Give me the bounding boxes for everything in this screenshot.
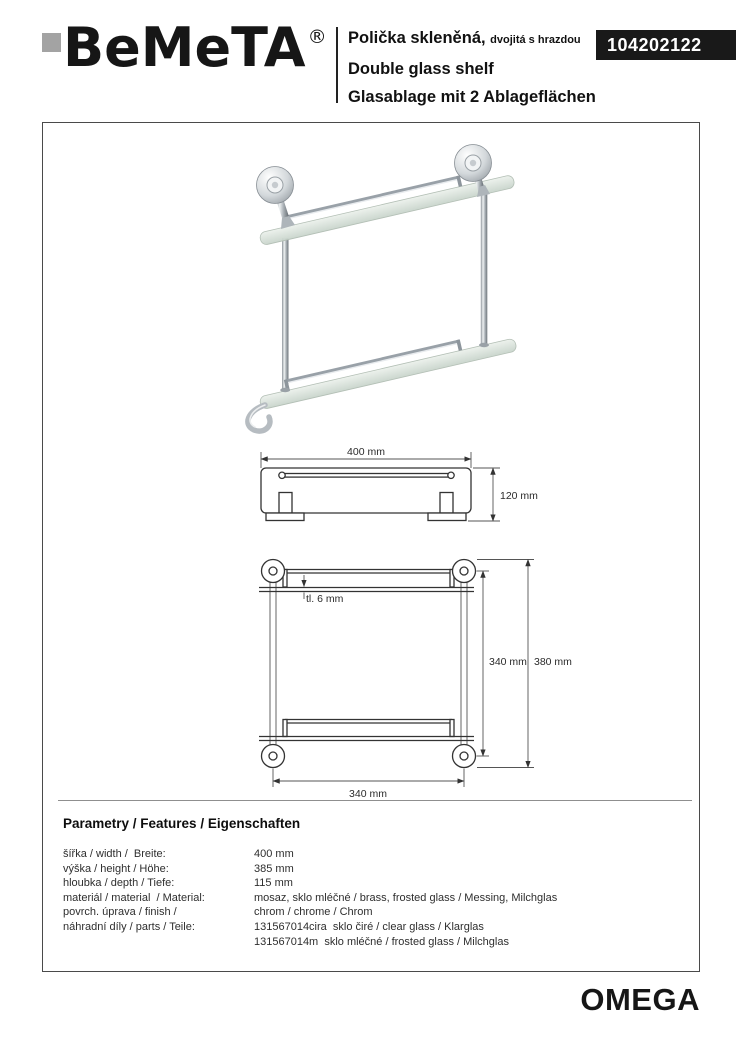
param-label: povrch. úprava / finish / — [63, 906, 177, 919]
param-row — [63, 891, 557, 906]
param-label: hloubka / depth / Tiefe: — [63, 877, 175, 890]
dim-inner-height-340-label: 340 mm — [489, 656, 527, 668]
right-wall-mount-center — [470, 160, 476, 166]
left-post — [282, 238, 289, 391]
content-box — [42, 122, 700, 972]
param-label: náhradní díly / parts / Teile: — [63, 920, 195, 933]
registered-mark-icon: ® — [307, 26, 327, 48]
param-value: chrom / chrome / Chrom — [254, 906, 373, 919]
logo-text: BeMeTA — [63, 16, 306, 79]
dim-depth-120-label: 120 mm — [500, 490, 538, 502]
left-wall-mount-center — [272, 182, 278, 188]
param-label: materiál / material / Material: — [63, 891, 205, 904]
dim-thickness-label: tl. 6 mm — [306, 593, 344, 605]
param-label: výška / height / Höhe: — [63, 862, 169, 875]
hook-curl — [248, 405, 270, 431]
param-value: 131567014m sklo mléčné / frosted glass / Milchglas — [254, 935, 509, 948]
dim-width-340-label: 340 mm — [349, 788, 387, 800]
params-divider — [58, 800, 692, 801]
product-photo — [231, 139, 531, 434]
right-post-foot — [479, 343, 489, 347]
product-code-badge: 104202122 — [596, 30, 736, 60]
right-post — [481, 193, 488, 348]
lower-glass-shelf — [257, 327, 518, 409]
param-row — [63, 935, 557, 950]
param-label: šířka / width / Breite: — [63, 848, 166, 860]
logo-square — [42, 33, 61, 52]
product-title-cs-main: Polička skleněná, — [348, 29, 486, 47]
param-value: mosaz, sklo mléčné / brass, frosted glass / Messing, Milchglas — [254, 891, 558, 904]
product-title-cs-suffix: dvojitá s hrazdou — [490, 34, 581, 46]
product-title-cs — [348, 24, 598, 55]
param-value: 385 mm — [254, 862, 294, 875]
top-view-drawing — [249, 439, 549, 534]
dim-total-height-380-label: 380 mm — [534, 656, 572, 668]
product-title-en: Double glass shelf — [348, 59, 494, 78]
left-post-foot — [280, 388, 290, 392]
bemeta-logo — [42, 18, 327, 78]
front-view-drawing — [249, 549, 579, 801]
param-row — [63, 847, 557, 862]
brand-omega: OMEGA — [580, 982, 700, 1017]
product-titles — [348, 24, 598, 112]
dim-width-400-label: 400 mm — [347, 446, 385, 458]
param-value: 131567014cira sklo čiré / clear glass / Klarglas — [254, 920, 484, 933]
param-row — [63, 920, 557, 935]
param-row — [63, 862, 557, 877]
header-divider — [336, 27, 338, 103]
param-value: 115 mm — [254, 877, 293, 890]
param-row — [63, 876, 557, 891]
parameters-table — [63, 847, 557, 949]
product-title-de: Glasablage mit 2 Ablageflächen — [348, 88, 596, 106]
parameters-heading: Parametry / Features / Eigenschaften — [63, 816, 301, 831]
param-label — [63, 935, 254, 950]
param-row — [63, 905, 557, 920]
param-value: 400 mm — [254, 848, 294, 860]
